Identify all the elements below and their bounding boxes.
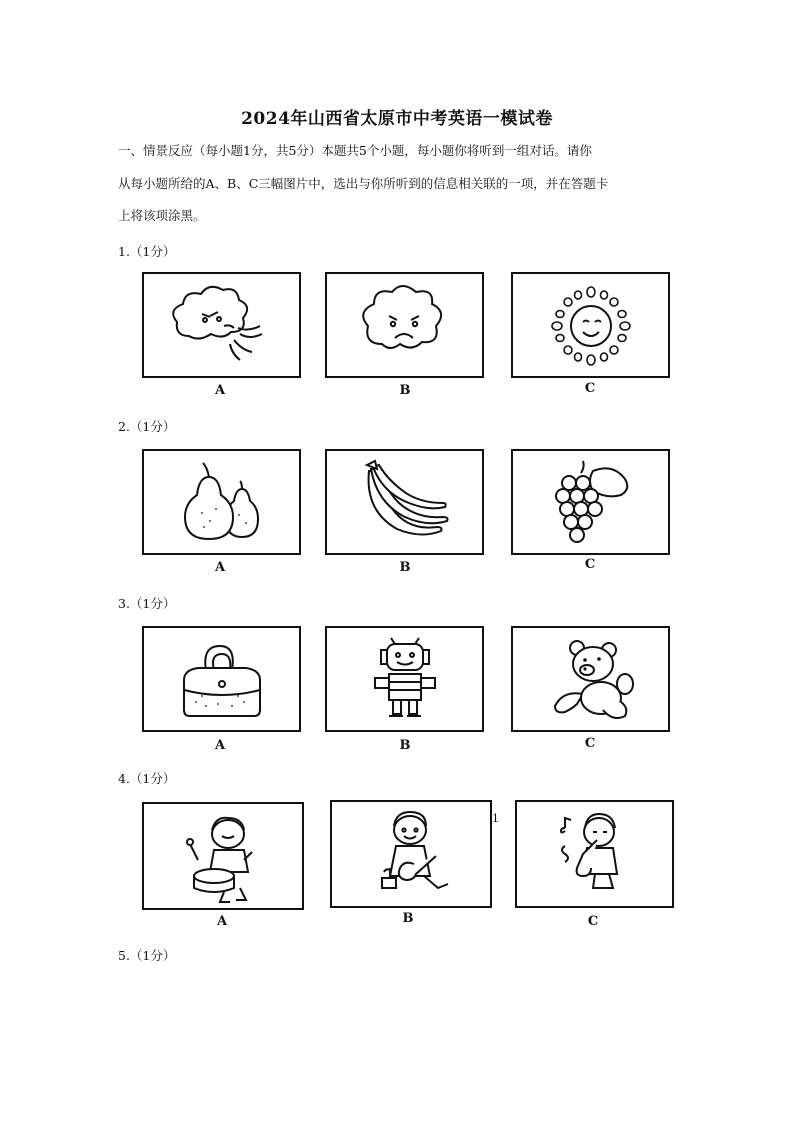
section-instructions-line2: 从每小题所给的A、B、C三幅图片中，选出与你所听到的信息相关联的一项，并在答题卡 <box>118 176 609 191</box>
q3-option-b-picture[interactable] <box>325 626 484 732</box>
q2-option-a-picture[interactable] <box>142 449 301 555</box>
question-2-number: 2.（1分） <box>118 419 176 434</box>
pears-icon <box>144 451 299 553</box>
q4-label-a[interactable]: A <box>216 914 228 929</box>
question-5-number: 5.（1分） <box>118 948 176 963</box>
handbag-icon <box>144 628 299 730</box>
q4-label-c[interactable]: C <box>587 914 599 929</box>
smiling-sun-icon <box>513 274 668 376</box>
page-title: 2024年山西省太原市中考英语一模试卷 <box>241 109 553 129</box>
q3-label-a[interactable]: A <box>214 738 226 753</box>
robot-icon <box>327 628 482 730</box>
q2-option-c-picture[interactable] <box>511 449 670 555</box>
sad-cloud-icon <box>327 274 482 376</box>
q3-option-a-picture[interactable] <box>142 626 301 732</box>
q3-label-c[interactable]: C <box>584 736 596 751</box>
q4-option-c-picture[interactable] <box>515 800 674 908</box>
windy-cloud-icon <box>144 274 299 376</box>
question-4-number: 4.（1分） <box>118 771 176 786</box>
q1-label-b[interactable]: B <box>399 383 411 398</box>
q4-option-b-picture[interactable] <box>330 800 492 908</box>
q2-label-a[interactable]: A <box>214 560 226 575</box>
teddy-bear-icon <box>513 628 668 730</box>
q3-option-c-picture[interactable] <box>511 626 670 732</box>
child-saxophone-icon <box>517 802 672 906</box>
q1-option-a-picture[interactable] <box>142 272 301 378</box>
q4-label-b[interactable]: B <box>402 911 414 926</box>
grapes-icon <box>513 451 668 553</box>
question-3-number: 3.（1分） <box>118 596 176 611</box>
child-guitar-icon <box>332 802 490 906</box>
q1-label-a[interactable]: A <box>214 383 226 398</box>
q1-option-c-picture[interactable] <box>511 272 670 378</box>
q2-label-c[interactable]: C <box>584 557 596 572</box>
q2-label-b[interactable]: B <box>399 560 411 575</box>
section-instructions-line1: 一、情景反应（每小题1分，共5分）本题共5个小题，每小题你将听到一组对话。请你 <box>118 143 592 158</box>
question-1-number: 1.（1分） <box>118 244 176 259</box>
section-instructions-line3: 上将该项涂黑。 <box>118 208 206 223</box>
bananas-icon <box>327 451 482 553</box>
q1-label-c[interactable]: C <box>584 381 596 396</box>
child-drum-icon <box>144 804 302 908</box>
q1-option-b-picture[interactable] <box>325 272 484 378</box>
stray-mark: 1 <box>492 812 499 825</box>
q4-option-a-picture[interactable] <box>142 802 304 910</box>
q3-label-b[interactable]: B <box>399 738 411 753</box>
q2-option-b-picture[interactable] <box>325 449 484 555</box>
